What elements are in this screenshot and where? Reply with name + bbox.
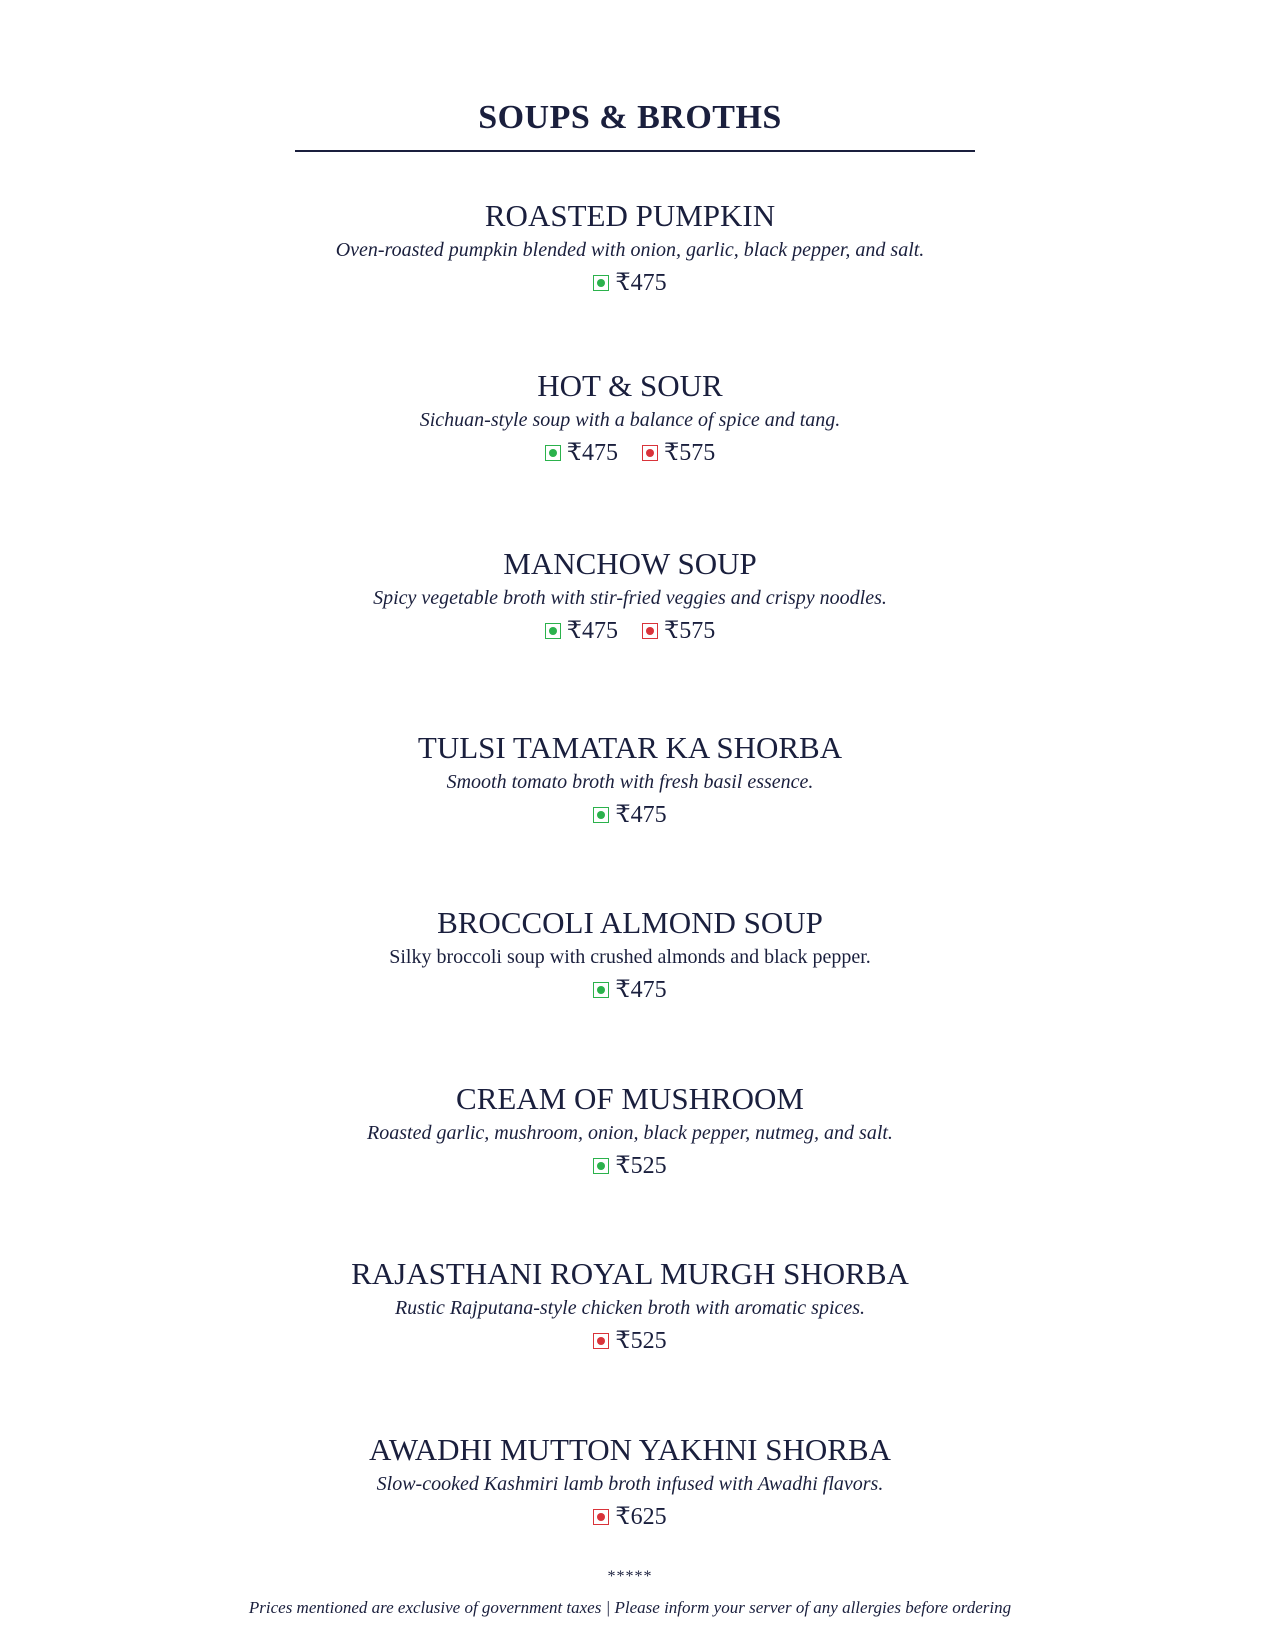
non-veg-symbol-icon — [593, 1509, 609, 1525]
item-name: HOT & SOUR — [537, 368, 723, 403]
price-value: ₹475 — [566, 618, 618, 644]
price-veg — [593, 976, 666, 1004]
price-row — [0, 1326, 1260, 1356]
menu-item-awadhi-mutton-yakhni-shorba — [0, 1432, 1260, 1532]
price-value: ₹475 — [615, 977, 667, 1003]
price-non-veg — [593, 1503, 666, 1531]
price-row — [0, 438, 1260, 468]
price-value: ₹625 — [615, 1504, 667, 1530]
price-veg — [593, 801, 666, 829]
non-veg-symbol-icon — [642, 623, 658, 639]
non-veg-symbol-icon — [593, 1333, 609, 1349]
item-description: Smooth tomato broth with fresh basil essence. — [446, 771, 814, 793]
item-name: AWADHI MUTTON YAKHNI SHORBA — [369, 1432, 891, 1467]
price-row — [0, 616, 1260, 646]
item-name: CREAM OF MUSHROOM — [456, 1081, 804, 1116]
price-veg — [593, 1152, 666, 1180]
price-row — [0, 1151, 1260, 1181]
item-name: MANCHOW SOUP — [503, 546, 757, 581]
item-description: Spicy vegetable broth with stir-fried veggies and crispy noodles. — [373, 587, 887, 609]
item-name: TULSI TAMATAR KA SHORBA — [417, 730, 843, 765]
veg-symbol-icon — [593, 275, 609, 291]
title-divider — [295, 150, 975, 152]
veg-symbol-icon — [593, 1158, 609, 1174]
veg-symbol-icon — [593, 982, 609, 998]
price-veg — [593, 269, 666, 297]
price-value: ₹475 — [615, 270, 667, 296]
non-veg-symbol-icon — [642, 445, 658, 461]
menu-item-cream-of-mushroom — [0, 1081, 1260, 1181]
footer-note: Prices mentioned are exclusive of government taxes | Please inform your server of any allergies before ordering — [248, 1598, 1012, 1617]
footer-separator: ***** — [607, 1568, 653, 1585]
item-description: Oven-roasted pumpkin blended with onion, garlic, black pepper, and salt. — [335, 239, 925, 261]
price-non-veg — [642, 439, 715, 467]
price-row — [0, 268, 1260, 298]
menu-item-roasted-pumpkin — [0, 198, 1260, 298]
price-value: ₹475 — [566, 440, 618, 466]
price-value: ₹575 — [664, 440, 716, 466]
veg-symbol-icon — [545, 623, 561, 639]
price-veg — [545, 439, 618, 467]
menu-item-rajasthani-royal-murgh-shorba — [0, 1256, 1260, 1356]
item-name: RAJASTHANI ROYAL MURGH SHORBA — [351, 1256, 909, 1291]
menu-item-broccoli-almond-soup — [0, 905, 1260, 1005]
item-description: Rustic Rajputana-style chicken broth with aromatic spices. — [394, 1297, 866, 1319]
menu-item-hot-and-sour — [0, 368, 1260, 468]
menu-item-manchow-soup — [0, 546, 1260, 646]
item-name: ROASTED PUMPKIN — [484, 198, 776, 233]
price-row — [0, 800, 1260, 830]
item-description: Slow-cooked Kashmiri lamb broth infused with Awadhi flavors. — [376, 1473, 884, 1495]
item-description: Sichuan-style soup with a balance of spice and tang. — [419, 409, 841, 431]
price-value: ₹475 — [615, 802, 667, 828]
price-value: ₹525 — [615, 1153, 667, 1179]
price-veg — [545, 617, 618, 645]
menu-item-tulsi-tamatar-ka-shorba — [0, 730, 1260, 830]
price-row — [0, 1502, 1260, 1532]
price-value: ₹525 — [615, 1328, 667, 1354]
page-title: SOUPS & BROTHS — [478, 99, 782, 136]
veg-symbol-icon — [545, 445, 561, 461]
item-description: Roasted garlic, mushroom, onion, black pepper, nutmeg, and salt. — [367, 1122, 893, 1144]
price-value: ₹575 — [664, 618, 716, 644]
price-non-veg — [593, 1327, 666, 1355]
price-non-veg — [642, 617, 715, 645]
price-row — [0, 975, 1260, 1005]
veg-symbol-icon — [593, 807, 609, 823]
item-name: BROCCOLI ALMOND SOUP — [437, 905, 823, 940]
item-description: Silky broccoli soup with crushed almonds and black pepper. — [389, 946, 871, 968]
